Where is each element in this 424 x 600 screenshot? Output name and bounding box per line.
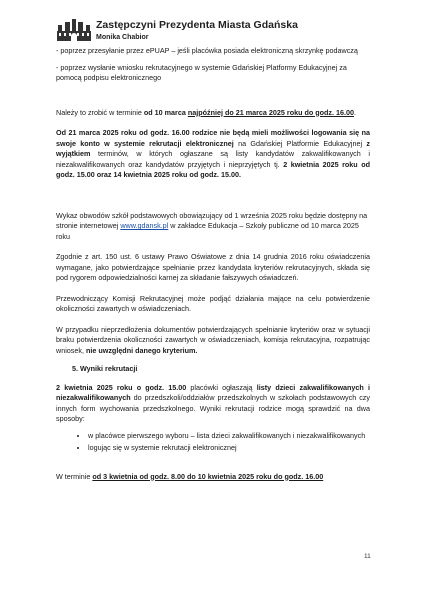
header-subtitle: Monika Chabior [96,34,149,41]
districts-paragraph [56,211,370,243]
deadline-dot: . [354,107,356,117]
login-dates: 2 kwietnia 2025 roku od godz. 15.00 oraz 14 kwietnia 2025 roku od godz. 15.00. [56,159,370,179]
bullet-epuap: - poprzez przesyłanie przez ePUAP – jeśli placówka posiada elektroniczną skrzynkę podawczą [56,46,358,55]
results-paragraph [56,383,370,425]
committee-paragraph: Przewodniczący Komisji Rekrutacyjnej może podjąć działania mające na celu potwierdzenie okoliczności zawartych w oświadczeniach. [56,293,370,313]
final-text: W terminie [56,471,93,481]
page-header [56,18,386,44]
missing-text: W przypadku nieprzedłożenia dokumentów potwierdzających spełnianie kryteriów oraz w sytuacji braku potwierdzenia okoliczności zawartych w oświadczeniach, komisja rekrutacyjna, rozpatrując wniosek, [56,324,370,355]
deadline-paragraph [56,108,370,119]
results-ways-list [56,431,370,454]
login-exception: z wyjątkiem [56,138,370,158]
missing-docs-paragraph [56,325,370,357]
districts-text-2: w zakładce Edukacja – Szkoły publiczne od 10 marca 2025 roku [56,221,359,241]
deadline-end: najpóźniej do 21 marca 2025 roku do godz. 16.00 [187,107,354,117]
list-item: • logując się w systemie rekrutacji elektronicznej [88,443,370,454]
final-paragraph [56,472,370,483]
document-body [56,46,370,482]
deadline-start: od 10 marca [143,107,188,117]
login-text: na Gdańskiej Platformie Edukacyjnej [233,138,367,148]
login-bold: Od 21 marca 2025 roku od godz. 16.00 rodzice nie będą mieli możliwości logowania się na swoje konto w systemie rekrutacji elektronicznej [56,128,370,148]
login-paragraph [56,128,370,181]
gdansk-crest-logo [56,18,92,42]
results-text-2: do przedszkoli/oddziałów przedszkolnych w szkołach podstawowych czy innych form wychowania przedszkolnego. Wyniki rekrutacji rodzice mogą sprawdzić na dwa sposoby: [56,393,370,423]
districts-text: Wykaz obwodów szkół podstawowych obowiązujący od 1 września 2025 roku będzie dostępny na stronie internetowej [56,210,368,230]
list-item: • w placówce pierwszego wyboru – lista dzieci zakwalifikowanych i niezakwalifikowanych [88,431,370,442]
page-number: 11 [364,553,371,560]
results-text: placówki ogłaszają [186,382,257,392]
law-paragraph: Zgodnie z art. 150 ust. 6 ustawy Prawo Oświatowe z dnia 14 grudnia 2016 roku oświadczenia wymagane, jako potwierdzające spełnianie przez kandydata kryteriów rekrutacyjnych, składa się pod rygorem odpowiedzialności karnej za składanie fałszywych oświadczeń. [56,252,370,282]
results-date: 2 kwietnia 2025 roku o godz. 15.00 [56,382,187,392]
missing-bold: nie uwzględni danego kryterium. [85,345,198,355]
gdansk-link[interactable]: www.gdansk.pl [120,221,169,230]
deadline-text: Należy to zrobić w terminie [56,107,144,117]
login-text-2: terminów, w których ogłaszane są listy kandydatów zakwalifikowanych i niezakwalifikowanych oraz kandydatów przyjętych i nieprzyjętych tj. [56,149,370,169]
section-5-heading: 5. Wyniki rekrutacji [72,364,138,373]
bullet-gpe: - poprzez wysłanie wniosku rekrutacyjnego w systemie Gdańskiej Platformy Edukacyjnej za pomocą podpisu elektronicznego [56,62,347,82]
final-dates: od 3 kwietnia od godz. 8.00 do 10 kwietnia 2025 roku do godz. 16.00 [92,471,324,481]
results-lists: listy dzieci zakwalifikowanych i niezakwalifikowanych [56,382,370,402]
header-title: Zastępczyni Prezydenta Miasta Gdańska [96,19,298,31]
